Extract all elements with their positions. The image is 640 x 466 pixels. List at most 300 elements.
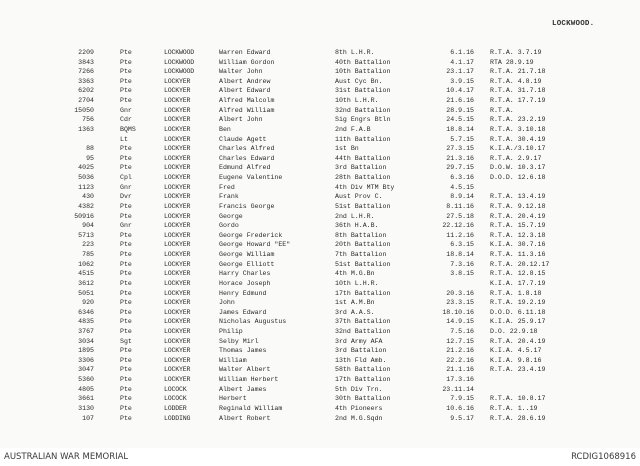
cell-fate: K.I.A./3.10.17	[490, 145, 546, 153]
table-row	[0, 58, 640, 68]
cell-service-number: 920	[82, 299, 94, 307]
cell-rank: Pte	[120, 327, 132, 335]
cell-rank: Pte	[120, 87, 132, 95]
cell-enlistment-date: 4.1.17	[450, 58, 474, 66]
cell-surname: LOCKYER	[164, 77, 191, 85]
cell-enlistment-date: 4.5.15	[450, 183, 474, 191]
cell-unit: 3rd Battalion	[335, 347, 387, 355]
cell-unit: 10th L.H.R.	[335, 279, 379, 287]
cell-enlistment-date: 27.5.18	[446, 212, 474, 220]
cell-rank: Pte	[120, 68, 132, 76]
cell-surname: LOCKYER	[164, 87, 191, 95]
cell-given-names: Harry Charles	[219, 270, 271, 278]
cell-rank: Pte	[120, 58, 132, 66]
cell-rank: Pte	[120, 154, 132, 162]
cell-unit: 31st Battalion	[335, 87, 391, 95]
cell-service-number: 5713	[78, 231, 94, 239]
cell-surname: LODDER	[164, 404, 187, 412]
cell-given-names: Claude Agett	[219, 135, 267, 143]
cell-service-number: 4515	[78, 270, 94, 278]
cell-surname: LOCKYER	[164, 231, 191, 239]
cell-enlistment-date: 11.2.16	[446, 231, 474, 239]
cell-enlistment-date: 20.3.16	[446, 289, 474, 297]
cell-unit: 17th Battalion	[335, 376, 391, 384]
cell-fate: K.I.A. 17.7.19	[490, 279, 546, 287]
cell-rank: Gnr	[120, 106, 132, 114]
cell-fate: R.T.A. 3.10.18	[490, 125, 546, 133]
cell-fate: R.T.A. 23.4.19	[490, 366, 546, 374]
cell-fate: R.T.A. 20.4.19	[490, 337, 546, 345]
cell-rank: Pte	[120, 414, 132, 422]
cell-rank: Pte	[120, 145, 132, 153]
cell-surname: LOCKYER	[164, 270, 191, 278]
cell-unit: 7th Battalion	[335, 251, 387, 259]
table-row	[0, 240, 640, 250]
cell-surname: LOCOCK	[164, 395, 187, 403]
cell-fate: D.O.W. 10.3.17	[490, 164, 546, 172]
cell-surname: LOCKYER	[164, 289, 191, 297]
cell-unit: 2nd M.G.Sqdn	[335, 414, 383, 422]
table-row	[0, 375, 640, 385]
cell-unit: 4th M.G.Bn	[335, 270, 375, 278]
cell-rank: Pte	[120, 97, 132, 105]
cell-service-number: 50916	[74, 212, 94, 220]
table-row	[0, 135, 640, 145]
cell-unit: 4th Div MTM Bty	[335, 183, 395, 191]
cell-fate: RTA 28.9.19	[490, 58, 534, 66]
cell-given-names: Ben	[219, 125, 231, 133]
cell-given-names: Herbert	[219, 395, 247, 403]
cell-service-number: 1123	[78, 183, 94, 191]
cell-fate: D.O.D. 6.11.18	[490, 308, 546, 316]
table-row	[0, 385, 640, 395]
cell-enlistment-date: 29.7.15	[446, 164, 474, 172]
table-row	[0, 279, 640, 289]
cell-unit: 40th Battalion	[335, 58, 391, 66]
table-row	[0, 212, 640, 222]
cell-service-number: 5360	[78, 376, 94, 384]
cell-service-number: 756	[82, 116, 94, 124]
cell-service-number: 2704	[78, 97, 94, 105]
table-row	[0, 67, 640, 77]
cell-enlistment-date: 23.11.14	[442, 385, 474, 393]
table-row	[0, 337, 640, 347]
table-row	[0, 269, 640, 279]
cell-rank: Pte	[120, 202, 132, 210]
cell-fate: R.T.A. 11.3.16	[490, 251, 546, 259]
cell-surname: LOCKYER	[164, 145, 191, 153]
cell-enlistment-date: 6.3.16	[450, 174, 474, 182]
cell-enlistment-date: 10.4.17	[446, 87, 474, 95]
cell-rank: Pte	[120, 347, 132, 355]
cell-unit: 30th Battalion	[335, 395, 391, 403]
cell-unit: 1st A.M.Bn	[335, 299, 375, 307]
cell-given-names: Nicholas Augustus	[219, 318, 287, 326]
cell-given-names: Gordo	[219, 222, 239, 230]
cell-rank: Pte	[120, 299, 132, 307]
cell-fate: R.T.A. 19.2.19	[490, 299, 546, 307]
cell-unit: 3rd A.A.S.	[335, 308, 375, 316]
cell-given-names: Philip	[219, 327, 243, 335]
cell-enlistment-date: 23.1.17	[446, 68, 474, 76]
cell-service-number: 4382	[78, 202, 94, 210]
table-row	[0, 260, 640, 270]
cell-unit: 28th Battalion	[335, 174, 391, 182]
cell-surname: LOCKYER	[164, 193, 191, 201]
cell-unit: 11th Battalion	[335, 135, 391, 143]
cell-given-names: George Howard "EE"	[219, 241, 291, 249]
cell-surname: LOCKWOOD	[164, 58, 195, 66]
cell-unit: 1st Bn	[335, 145, 359, 153]
cell-unit: 3rd Battalion	[335, 164, 387, 172]
cell-surname: LODDING	[164, 414, 191, 422]
table-row	[0, 106, 640, 116]
cell-fate: K.I.A. 9.8.16	[490, 356, 542, 364]
cell-given-names: Henry Edmund	[219, 289, 267, 297]
cell-enlistment-date: 24.5.15	[446, 116, 474, 124]
cell-surname: LOCKYER	[164, 183, 191, 191]
cell-unit: 10th Battalion	[335, 68, 391, 76]
cell-service-number: 4835	[78, 318, 94, 326]
cell-fate: R.T.A. 15.7.19	[490, 222, 546, 230]
cell-unit: 8th L.H.R.	[335, 49, 375, 56]
cell-unit: 2nd F.A.B	[335, 125, 371, 133]
cell-given-names: William	[219, 356, 247, 364]
cell-rank: Pte	[120, 270, 132, 278]
cell-enlistment-date: 9.5.17	[450, 414, 474, 422]
cell-enlistment-date: 14.9.15	[446, 318, 474, 326]
cell-unit: 3rd Army AFA	[335, 337, 383, 345]
cell-surname: LOCOCK	[164, 385, 187, 393]
cell-given-names: Albert Edward	[219, 87, 271, 95]
cell-fate: R.T.A. 4.8.19	[490, 77, 542, 85]
table-row	[0, 327, 640, 337]
table-row	[0, 308, 640, 318]
cell-fate: R.T.A. 23.2.19	[490, 116, 546, 124]
cell-unit: 58th Battalion	[335, 366, 391, 374]
table-row	[0, 394, 640, 404]
cell-given-names: Reginald William	[219, 404, 283, 412]
cell-fate: R.T.A. 21.7.18	[490, 68, 546, 76]
cell-fate: D.O.D. 12.6.18	[490, 174, 546, 182]
cell-surname: LOCKYER	[164, 251, 191, 259]
cell-surname: LOCKYER	[164, 202, 191, 210]
cell-enlistment-date: 18.8.14	[446, 251, 474, 259]
cell-rank: Pte	[120, 77, 132, 85]
cell-rank: Gnr	[120, 222, 132, 230]
cell-surname: LOCKYER	[164, 327, 191, 335]
cell-rank: Pte	[120, 260, 132, 268]
cell-fate: R.T.A. 3.7.19	[490, 49, 542, 56]
cell-fate: R.T.A. 2.9.17	[490, 154, 542, 162]
cell-service-number: 5051	[78, 289, 94, 297]
cell-service-number: 4805	[78, 385, 94, 393]
cell-fate: R.T.A. 17.7.19	[490, 97, 546, 105]
table-row	[0, 250, 640, 260]
cell-given-names: James Edward	[219, 308, 267, 316]
cell-given-names: George William	[219, 251, 275, 259]
cell-unit: 10th L.H.R.	[335, 97, 379, 105]
cell-rank: Pte	[120, 385, 132, 393]
table-row	[0, 404, 640, 414]
cell-service-number: 95	[86, 154, 94, 162]
cell-given-names: Albert Robert	[219, 414, 271, 422]
cell-unit: Sig Engrs Btln	[335, 116, 391, 124]
cell-enlistment-date: 21.6.16	[446, 97, 474, 105]
cell-given-names: Edmund Alfred	[219, 164, 271, 172]
cell-unit: 51st Battalion	[335, 260, 391, 268]
cell-unit: 44th Battalion	[335, 154, 391, 162]
cell-given-names: Albert Andrew	[219, 77, 271, 85]
cell-service-number: 3306	[78, 356, 94, 364]
cell-surname: LOCKYER	[164, 125, 191, 133]
cell-given-names: Horace Joseph	[219, 279, 271, 287]
cell-fate: D.O. 22.9.18	[490, 327, 538, 335]
table-row	[0, 173, 640, 183]
cell-rank: Pte	[120, 356, 132, 364]
cell-service-number: 4025	[78, 164, 94, 172]
cell-rank: Pte	[120, 308, 132, 316]
table-row	[0, 317, 640, 327]
cell-given-names: Charles Alfred	[219, 145, 275, 153]
table-row	[0, 125, 640, 135]
cell-service-number: 7266	[78, 68, 94, 76]
cell-surname: LOCKYER	[164, 135, 191, 143]
cell-given-names: Selby Mirl	[219, 337, 259, 345]
cell-rank: Pte	[120, 241, 132, 249]
cell-enlistment-date: 27.3.15	[446, 145, 474, 153]
table-row	[0, 231, 640, 241]
footer-source: AUSTRALIAN WAR MEMORIAL	[4, 452, 129, 462]
cell-service-number: 3843	[78, 58, 94, 66]
cell-service-number: 785	[82, 251, 94, 259]
cell-given-names: Alfred William	[219, 106, 275, 114]
cell-rank: Cpl	[120, 174, 132, 182]
cell-enlistment-date: 5.7.15	[450, 135, 474, 143]
cell-enlistment-date: 18.8.14	[446, 125, 474, 133]
cell-given-names: Thomas James	[219, 347, 267, 355]
cell-enlistment-date: 12.7.15	[446, 337, 474, 345]
cell-given-names: Fred	[219, 183, 235, 191]
cell-surname: LOCKYER	[164, 356, 191, 364]
cell-rank: Lt	[120, 135, 128, 143]
cell-surname: LOCKYER	[164, 241, 191, 249]
cell-service-number: 1062	[78, 260, 94, 268]
cell-service-number: 2209	[78, 49, 94, 56]
cell-given-names: Alfred Malcolm	[219, 97, 275, 105]
cell-rank: BQMS	[120, 125, 136, 133]
cell-service-number: 6202	[78, 87, 94, 95]
cell-given-names: George Elliott	[219, 260, 275, 268]
cell-fate: R.T.A. 12.3.18	[490, 231, 546, 239]
cell-surname: LOCKYER	[164, 174, 191, 182]
table-row	[0, 115, 640, 125]
table-row	[0, 298, 640, 308]
cell-given-names: George Frederick	[219, 231, 283, 239]
cell-surname: LOCKWOOD	[164, 49, 195, 56]
cell-fate: R.T.A. 31.7.18	[490, 87, 546, 95]
table-row	[0, 192, 640, 202]
cell-service-number: 6346	[78, 308, 94, 316]
cell-rank: Pte	[120, 289, 132, 297]
cell-fate: R.T.A. 30.4.19	[490, 135, 546, 143]
cell-fate: R.T.A. 1..19	[490, 404, 538, 412]
cell-unit: 36th H.A.B.	[335, 222, 379, 230]
cell-unit: 37th Battalion	[335, 318, 391, 326]
cell-rank: Gnr	[120, 183, 132, 191]
cell-enlistment-date: 6.1.16	[450, 49, 474, 56]
cell-service-number: 107	[82, 414, 94, 422]
table-row	[0, 96, 640, 106]
cell-surname: LOCKYER	[164, 337, 191, 345]
cell-service-number: 3612	[78, 279, 94, 287]
cell-unit: 17th Battalion	[335, 289, 391, 297]
cell-unit: Aust Prov C.	[335, 193, 383, 201]
cell-unit: 32nd Battalion	[335, 327, 391, 335]
cell-surname: LOCKYER	[164, 279, 191, 287]
cell-given-names: Eugene Valentine	[219, 174, 283, 182]
cell-rank: Pte	[120, 212, 132, 220]
cell-fate: R.T.A. 28.6.19	[490, 414, 546, 422]
cell-rank: Pte	[120, 318, 132, 326]
cell-enlistment-date: 7.9.15	[450, 395, 474, 403]
cell-rank: Dvr	[120, 193, 132, 201]
cell-enlistment-date: 3.9.15	[450, 77, 474, 85]
cell-surname: LOCKYER	[164, 366, 191, 374]
cell-service-number: 1895	[78, 347, 94, 355]
table-row	[0, 77, 640, 87]
cell-service-number: 430	[82, 193, 94, 201]
cell-given-names: Albert James	[219, 385, 267, 393]
table-row	[0, 154, 640, 164]
cell-service-number: 5036	[78, 174, 94, 182]
table-row	[0, 48, 640, 58]
cell-rank: Pte	[120, 279, 132, 287]
cell-rank: Pte	[120, 164, 132, 172]
footer-reference: RCDIG1068916	[571, 452, 636, 462]
table-row	[0, 356, 640, 366]
table-row	[0, 289, 640, 299]
cell-enlistment-date: 21.3.16	[446, 154, 474, 162]
table-row	[0, 183, 640, 193]
cell-service-number: 904	[82, 222, 94, 230]
footer-bar	[0, 448, 640, 466]
cell-fate: R.T.A. 12.8.15	[490, 270, 546, 278]
cell-enlistment-date: 21.1.16	[446, 366, 474, 374]
cell-rank: Pte	[120, 376, 132, 384]
cell-surname: LOCKYER	[164, 116, 191, 124]
cell-unit: 20th Battalion	[335, 241, 391, 249]
cell-given-names: William Gordon	[219, 58, 275, 66]
cell-service-number: 15050	[74, 106, 94, 114]
cell-given-names: Frank	[219, 193, 239, 201]
cell-service-number: 3130	[78, 404, 94, 412]
cell-enlistment-date: 21.2.16	[446, 347, 474, 355]
cell-unit: 2nd L.H.R.	[335, 212, 375, 220]
cell-unit: 4th Pioneers	[335, 404, 383, 412]
cell-fate: R.T.A. 20.4.19	[490, 212, 546, 220]
cell-service-number: 1363	[78, 125, 94, 133]
cell-given-names: Charles Edward	[219, 154, 275, 162]
cell-fate: R.T.A. 9.12.18	[490, 202, 546, 210]
cell-surname: LOCKYER	[164, 164, 191, 172]
cell-rank: Cdr	[120, 116, 132, 124]
cell-unit: Aust Cyc Bn.	[335, 77, 383, 85]
cell-rank: Pte	[120, 366, 132, 374]
cell-given-names: Albert John	[219, 116, 263, 124]
cell-service-number: 3767	[78, 327, 94, 335]
cell-service-number: 3034	[78, 337, 94, 345]
table-row	[0, 163, 640, 173]
cell-rank: Pte	[120, 49, 132, 56]
cell-given-names: Francis George	[219, 202, 275, 210]
cell-surname: LOCKYER	[164, 222, 191, 230]
page-header-surname: LOCKWOOD.	[552, 20, 595, 28]
cell-rank: Pte	[120, 231, 132, 239]
cell-service-number: 3661	[78, 395, 94, 403]
cell-enlistment-date: 28.9.15	[446, 106, 474, 114]
cell-enlistment-date: 8.9.14	[450, 193, 474, 201]
cell-enlistment-date: 8.11.16	[446, 202, 474, 210]
cell-rank: Pte	[120, 404, 132, 412]
table-row	[0, 144, 640, 154]
cell-rank: Pte	[120, 251, 132, 259]
table-row	[0, 346, 640, 356]
cell-surname: LOCKYER	[164, 97, 191, 105]
cell-enlistment-date: 3.8.15	[450, 270, 474, 278]
cell-given-names: William Herbert	[219, 376, 279, 384]
cell-given-names: Walter John	[219, 68, 263, 76]
cell-unit: 51st Battalion	[335, 202, 391, 210]
cell-unit: 32nd Battalion	[335, 106, 391, 114]
cell-unit: 5th Div Trn.	[335, 385, 383, 393]
cell-surname: LOCKYER	[164, 212, 191, 220]
cell-rank: Sgt	[120, 337, 132, 345]
table-row	[0, 202, 640, 212]
cell-fate: K.I.A. 25.9.17	[490, 318, 546, 326]
cell-service-number: 223	[82, 241, 94, 249]
cell-fate: R.T.A. 10.8.17	[490, 395, 546, 403]
cell-enlistment-date: 22.2.16	[446, 356, 474, 364]
cell-unit: 8th Battalion	[335, 231, 387, 239]
cell-surname: LOCKYER	[164, 347, 191, 355]
cell-given-names: George	[219, 212, 243, 220]
cell-fate: K.I.A. 4.5.17	[490, 347, 542, 355]
cell-unit: 13th Fld Amb.	[335, 356, 387, 364]
cell-surname: LOCKYER	[164, 299, 191, 307]
table-row	[0, 86, 640, 96]
cell-enlistment-date: 18.10.16	[442, 308, 474, 316]
cell-service-number: 3363	[78, 77, 94, 85]
cell-given-names: Warren Edward	[219, 49, 271, 56]
cell-service-number: 88	[86, 145, 94, 153]
cell-surname: LOCKYER	[164, 106, 191, 114]
cell-fate: K.I.A. 30.7.16	[490, 241, 546, 249]
cell-fate: R.T.A. 20.12.17	[490, 260, 550, 268]
cell-enlistment-date: 23.3.15	[446, 299, 474, 307]
cell-surname: LOCKWOOD	[164, 68, 195, 76]
cell-given-names: Walter Albert	[219, 366, 271, 374]
cell-enlistment-date: 10.6.16	[446, 404, 474, 412]
cell-enlistment-date: 17.3.16	[446, 376, 474, 384]
cell-fate: R.T.A. 13.4.19	[490, 193, 546, 201]
cell-fate: R.T.A. 1.8.18	[490, 289, 542, 297]
cell-enlistment-date: 22.12.16	[442, 222, 474, 230]
cell-surname: LOCKYER	[164, 154, 191, 162]
cell-surname: LOCKYER	[164, 318, 191, 326]
cell-enlistment-date: 7.5.16	[450, 327, 474, 335]
cell-surname: LOCKYER	[164, 260, 191, 268]
